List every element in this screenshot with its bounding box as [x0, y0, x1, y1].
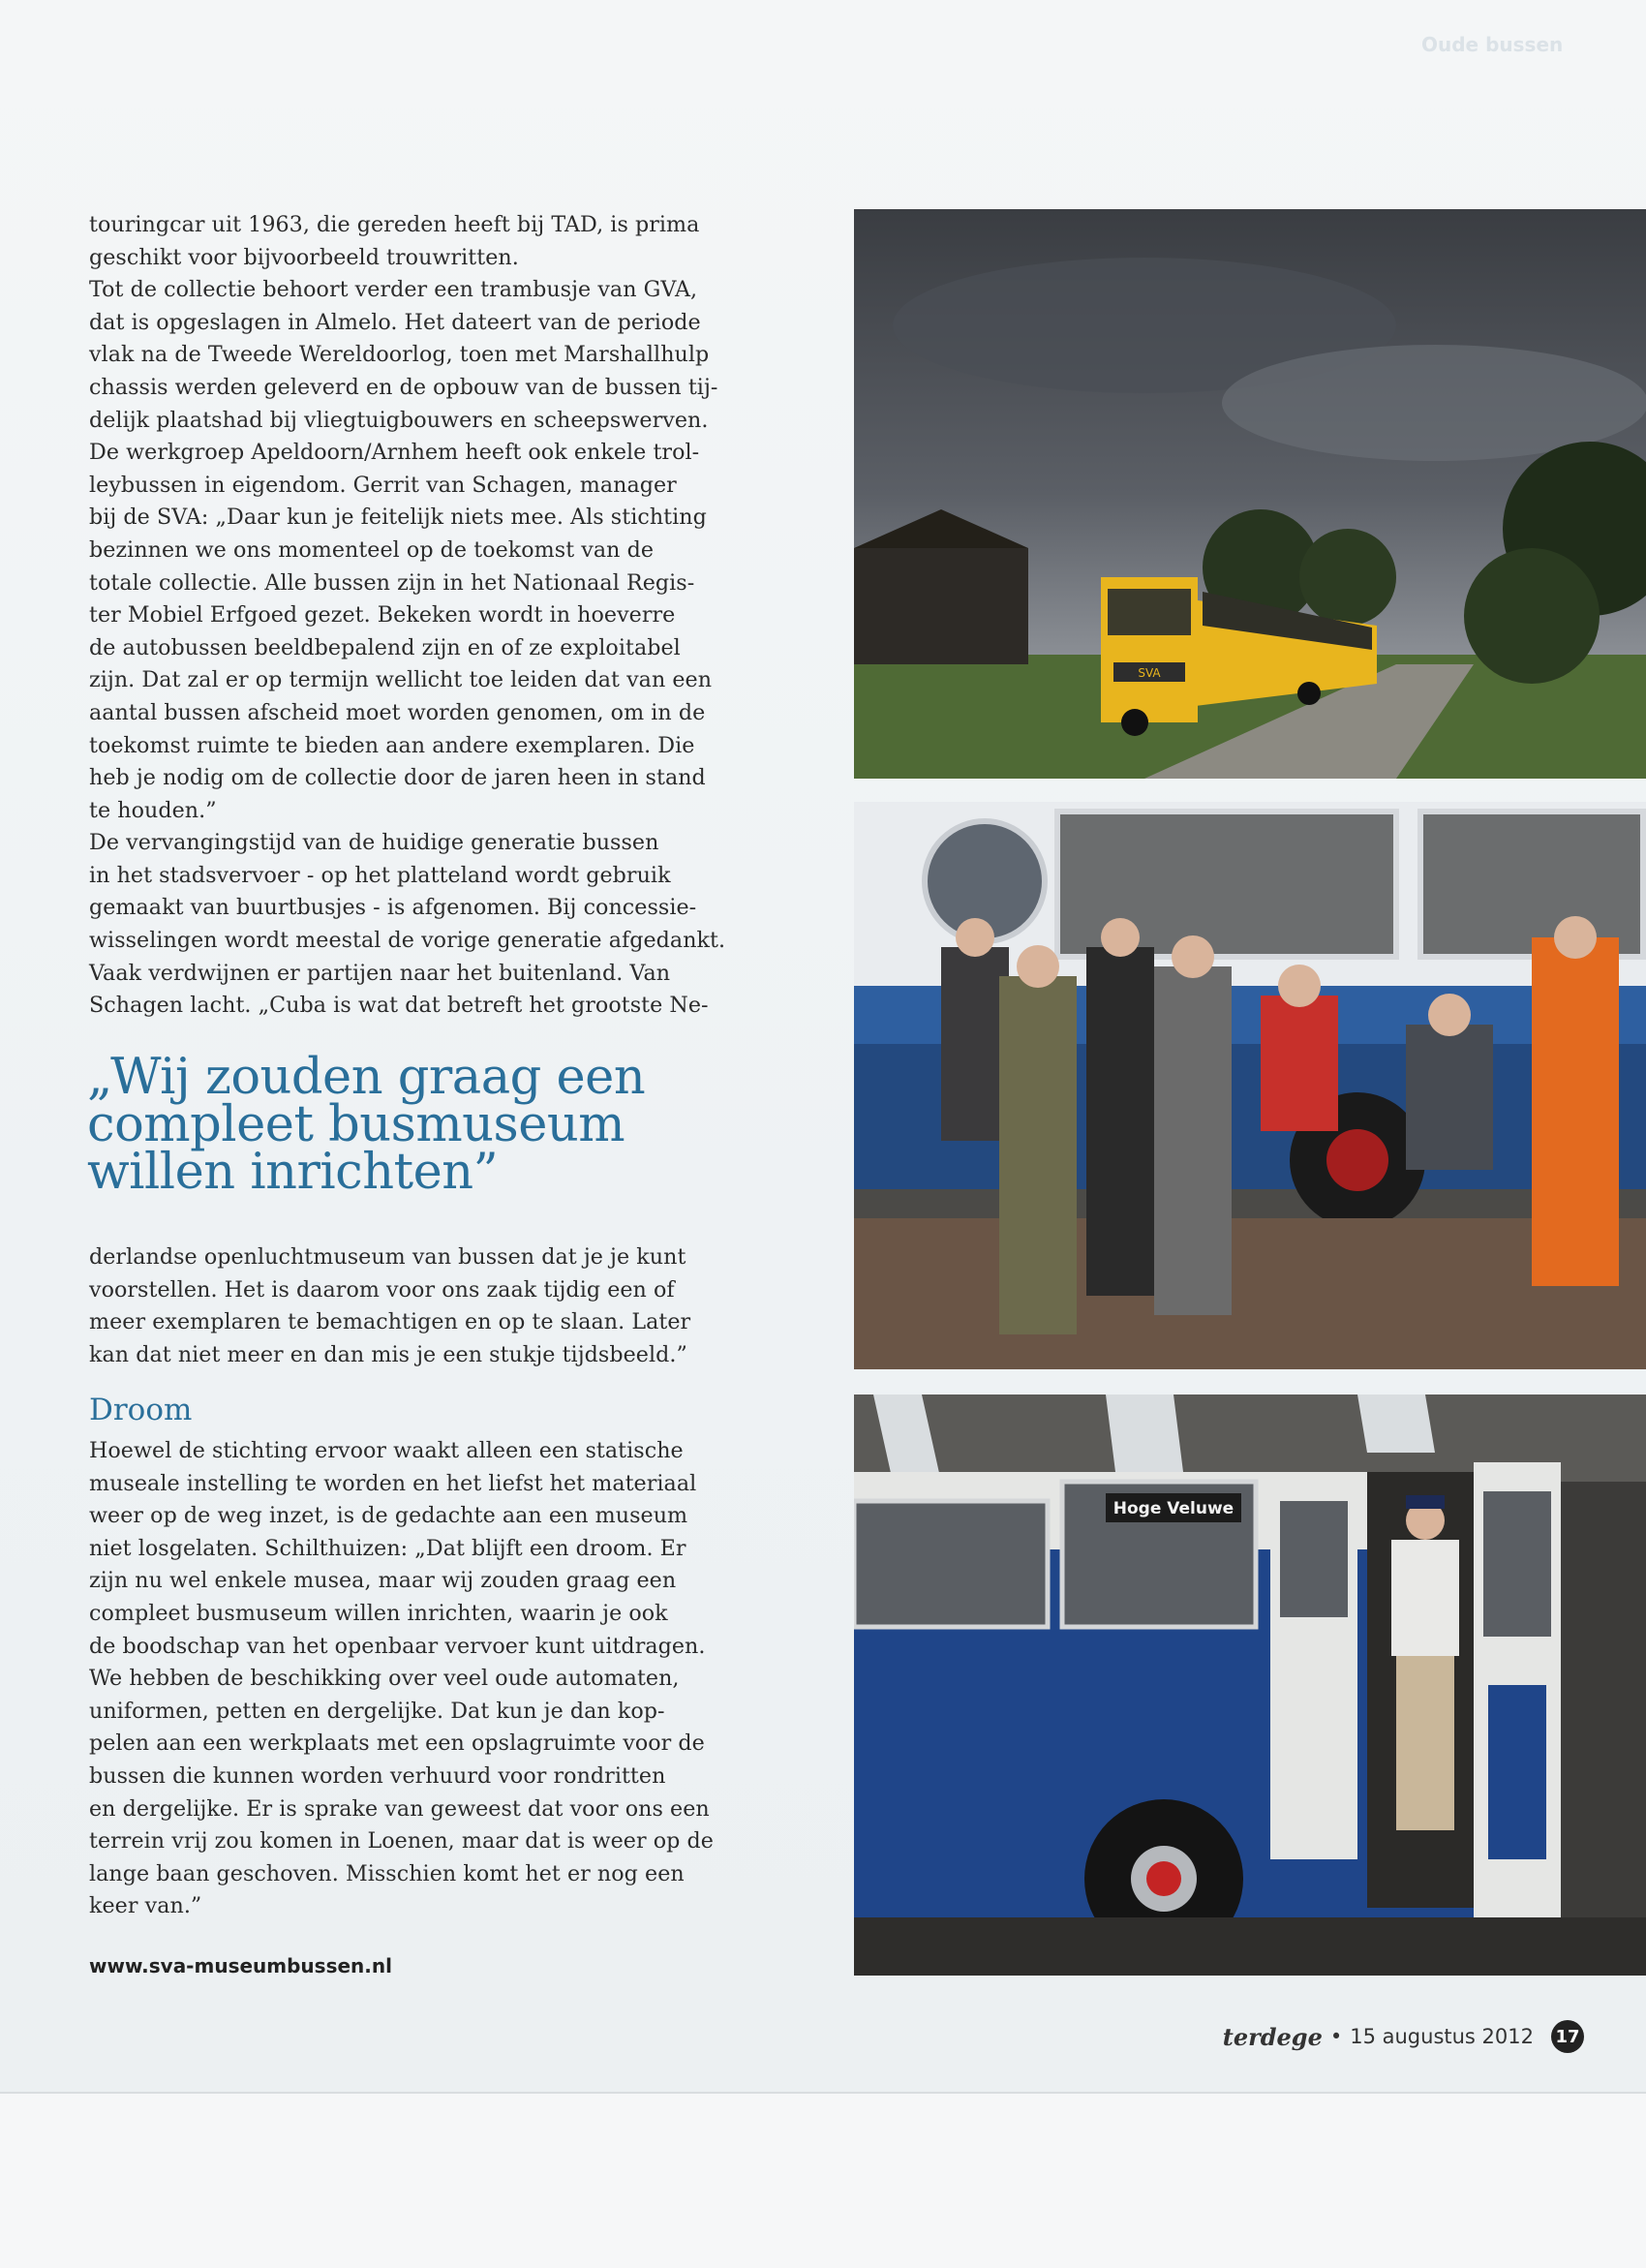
text-line: compleet busmuseum [87, 1096, 625, 1153]
text-line: dat is opgeslagen in Almelo. Het dateert van de periode [89, 309, 701, 335]
issue-date: 15 augustus 2012 [1350, 2025, 1534, 2048]
destination-sign: Hoge Veluwe [1113, 1499, 1234, 1518]
text-line: „Wij zouden graag een [87, 1049, 646, 1106]
text-line: en dergelijke. Er is sprake van geweest dat voor ons een [89, 1795, 710, 1822]
text-line: Schagen lacht. „Cuba is wat dat betreft het grootste Ne- [89, 993, 709, 1019]
text-line: wisselingen wordt meestal de vorige generatie afgedankt. [89, 928, 726, 954]
text-line: zijn. Dat zal er op termijn wellicht toe leiden dat van een [89, 667, 713, 693]
text-line: delijk plaatshad bij vliegtuigbouwers en scheepswerven. [89, 407, 709, 433]
article-column-top [89, 209, 728, 1023]
text-line: Vaak verdwijnen er partijen naar het buitenland. Van [89, 960, 671, 986]
text-line: gemaakt van buurtbusjes - is afgenomen. Bij concessie- [89, 895, 697, 921]
website-link[interactable]: www.sva-museumbussen.nl [89, 1954, 392, 1977]
text-line: de autobussen beeldbepalend zijn en of ze exploitabel [89, 634, 681, 660]
text-line: meer exemplaren te bemachtigen en op te slaan. Later [89, 1309, 691, 1335]
text-line: lange baan geschoven. Misschien komt het er nog een [89, 1860, 685, 1886]
text-line: museale instelling te worden en het liefst het materiaal [89, 1470, 697, 1496]
text-line: pelen aan een werkplaats met een opslagruimte voor de [89, 1731, 705, 1757]
photo-blue-bus-depot [854, 1395, 1646, 1976]
text-line: totale collectie. Alle bussen zijn in het Nationaal Regis- [89, 569, 695, 596]
article-column-middle [89, 1241, 728, 1371]
text-line: in het stadsvervoer - op het platteland wordt gebruik [89, 862, 671, 888]
text-line: Tot de collectie behoort verder een trambusje van GVA, [89, 277, 698, 303]
blue-bus-illustration [854, 1395, 1646, 1976]
article-column-bottom [89, 1435, 728, 1923]
text-line: heb je nodig om de collectie door de jaren heen in stand [89, 765, 706, 791]
subheading-droom: Droom [89, 1393, 193, 1427]
text-line: vlak na de Tweede Wereldoorlog, toen met Marshallhulp [89, 342, 710, 368]
text-line: geschikt voor bijvoorbeeld trouwritten. [89, 244, 519, 270]
magazine-brand: terdege [1222, 2022, 1323, 2051]
text-line: derlandse openluchtmuseum van bussen dat je je kunt [89, 1244, 686, 1270]
bus-sign: SVA [1138, 666, 1161, 680]
text-line: De werkgroep Apeldoorn/Arnhem heeft ook enkele trol- [89, 440, 700, 466]
driver-figure [1391, 1495, 1459, 1830]
text-line: bezinnen we ons momenteel op de toekomst van de [89, 536, 655, 563]
text-line: zijn nu wel enkele musea, maar wij zouden graag een [89, 1568, 677, 1594]
text-line: compleet busmuseum willen inrichten, waarin je ook [89, 1600, 668, 1626]
photo-volunteers-group [854, 802, 1646, 1369]
text-line: Hoewel de stichting ervoor waakt alleen een statische [89, 1438, 684, 1463]
text-line: ter Mobiel Erfgoed gezet. Bekeken wordt in hoeverre [89, 602, 676, 628]
text-line: De vervangingstijd van de huidige generatie bussen [89, 830, 659, 856]
volunteers-illustration [854, 802, 1646, 1369]
text-line: keer van.” [89, 1893, 202, 1919]
page-footer [1223, 2019, 1584, 2054]
text-line: chassis werden geleverd en de opbouw van de bussen tij- [89, 374, 718, 400]
text-line: kan dat niet meer en dan mis je een stukje tijdsbeeld.” [89, 1341, 687, 1367]
yellow-bus-illustration [854, 209, 1646, 779]
text-line: terrein vrij zou komen in Loenen, maar dat is weer op de [89, 1828, 714, 1854]
text-line: bussen die kunnen worden verhuurd voor rondritten [89, 1762, 666, 1789]
text-line: toekomst ruimte te bieden aan andere exemplaren. Die [89, 732, 695, 758]
text-line: weer op de weg inzet, is de gedachte aan een museum [89, 1503, 688, 1529]
text-line: We hebben de beschikking over veel oude automaten, [89, 1666, 680, 1692]
text-line: voorstellen. Het is daarom voor ons zaak tijdig een of [89, 1276, 675, 1303]
text-line: leybussen in eigendom. Gerrit van Schagen, manager [89, 472, 677, 498]
text-line: touringcar uit 1963, die gereden heeft bij TAD, is prima [89, 212, 700, 237]
text-line: niet losgelaten. Schilthuizen: „Dat blijft een droom. Er [89, 1535, 686, 1561]
text-line: de boodschap van het openbaar vervoer kunt uitdragen. [89, 1633, 706, 1659]
text-line: uniformen, petten en dergelijke. Dat kun je dan kop- [89, 1698, 665, 1724]
scan-margin [0, 2092, 1646, 2268]
page-number: 17 [1551, 2020, 1584, 2053]
text-line: te houden.” [89, 797, 217, 823]
text-line: willen inrichten” [87, 1144, 499, 1201]
photo-yellow-bus-road [854, 209, 1646, 779]
section-tag: Oude bussen [1421, 33, 1564, 56]
text-line: aantal bussen afscheid moet worden genomen, om in de [89, 699, 706, 725]
footer-separator: • [1329, 2025, 1343, 2048]
text-line: bij de SVA: „Daar kun je feitelijk niets mee. Als stichting [89, 505, 707, 531]
pull-quote [87, 1049, 726, 1201]
